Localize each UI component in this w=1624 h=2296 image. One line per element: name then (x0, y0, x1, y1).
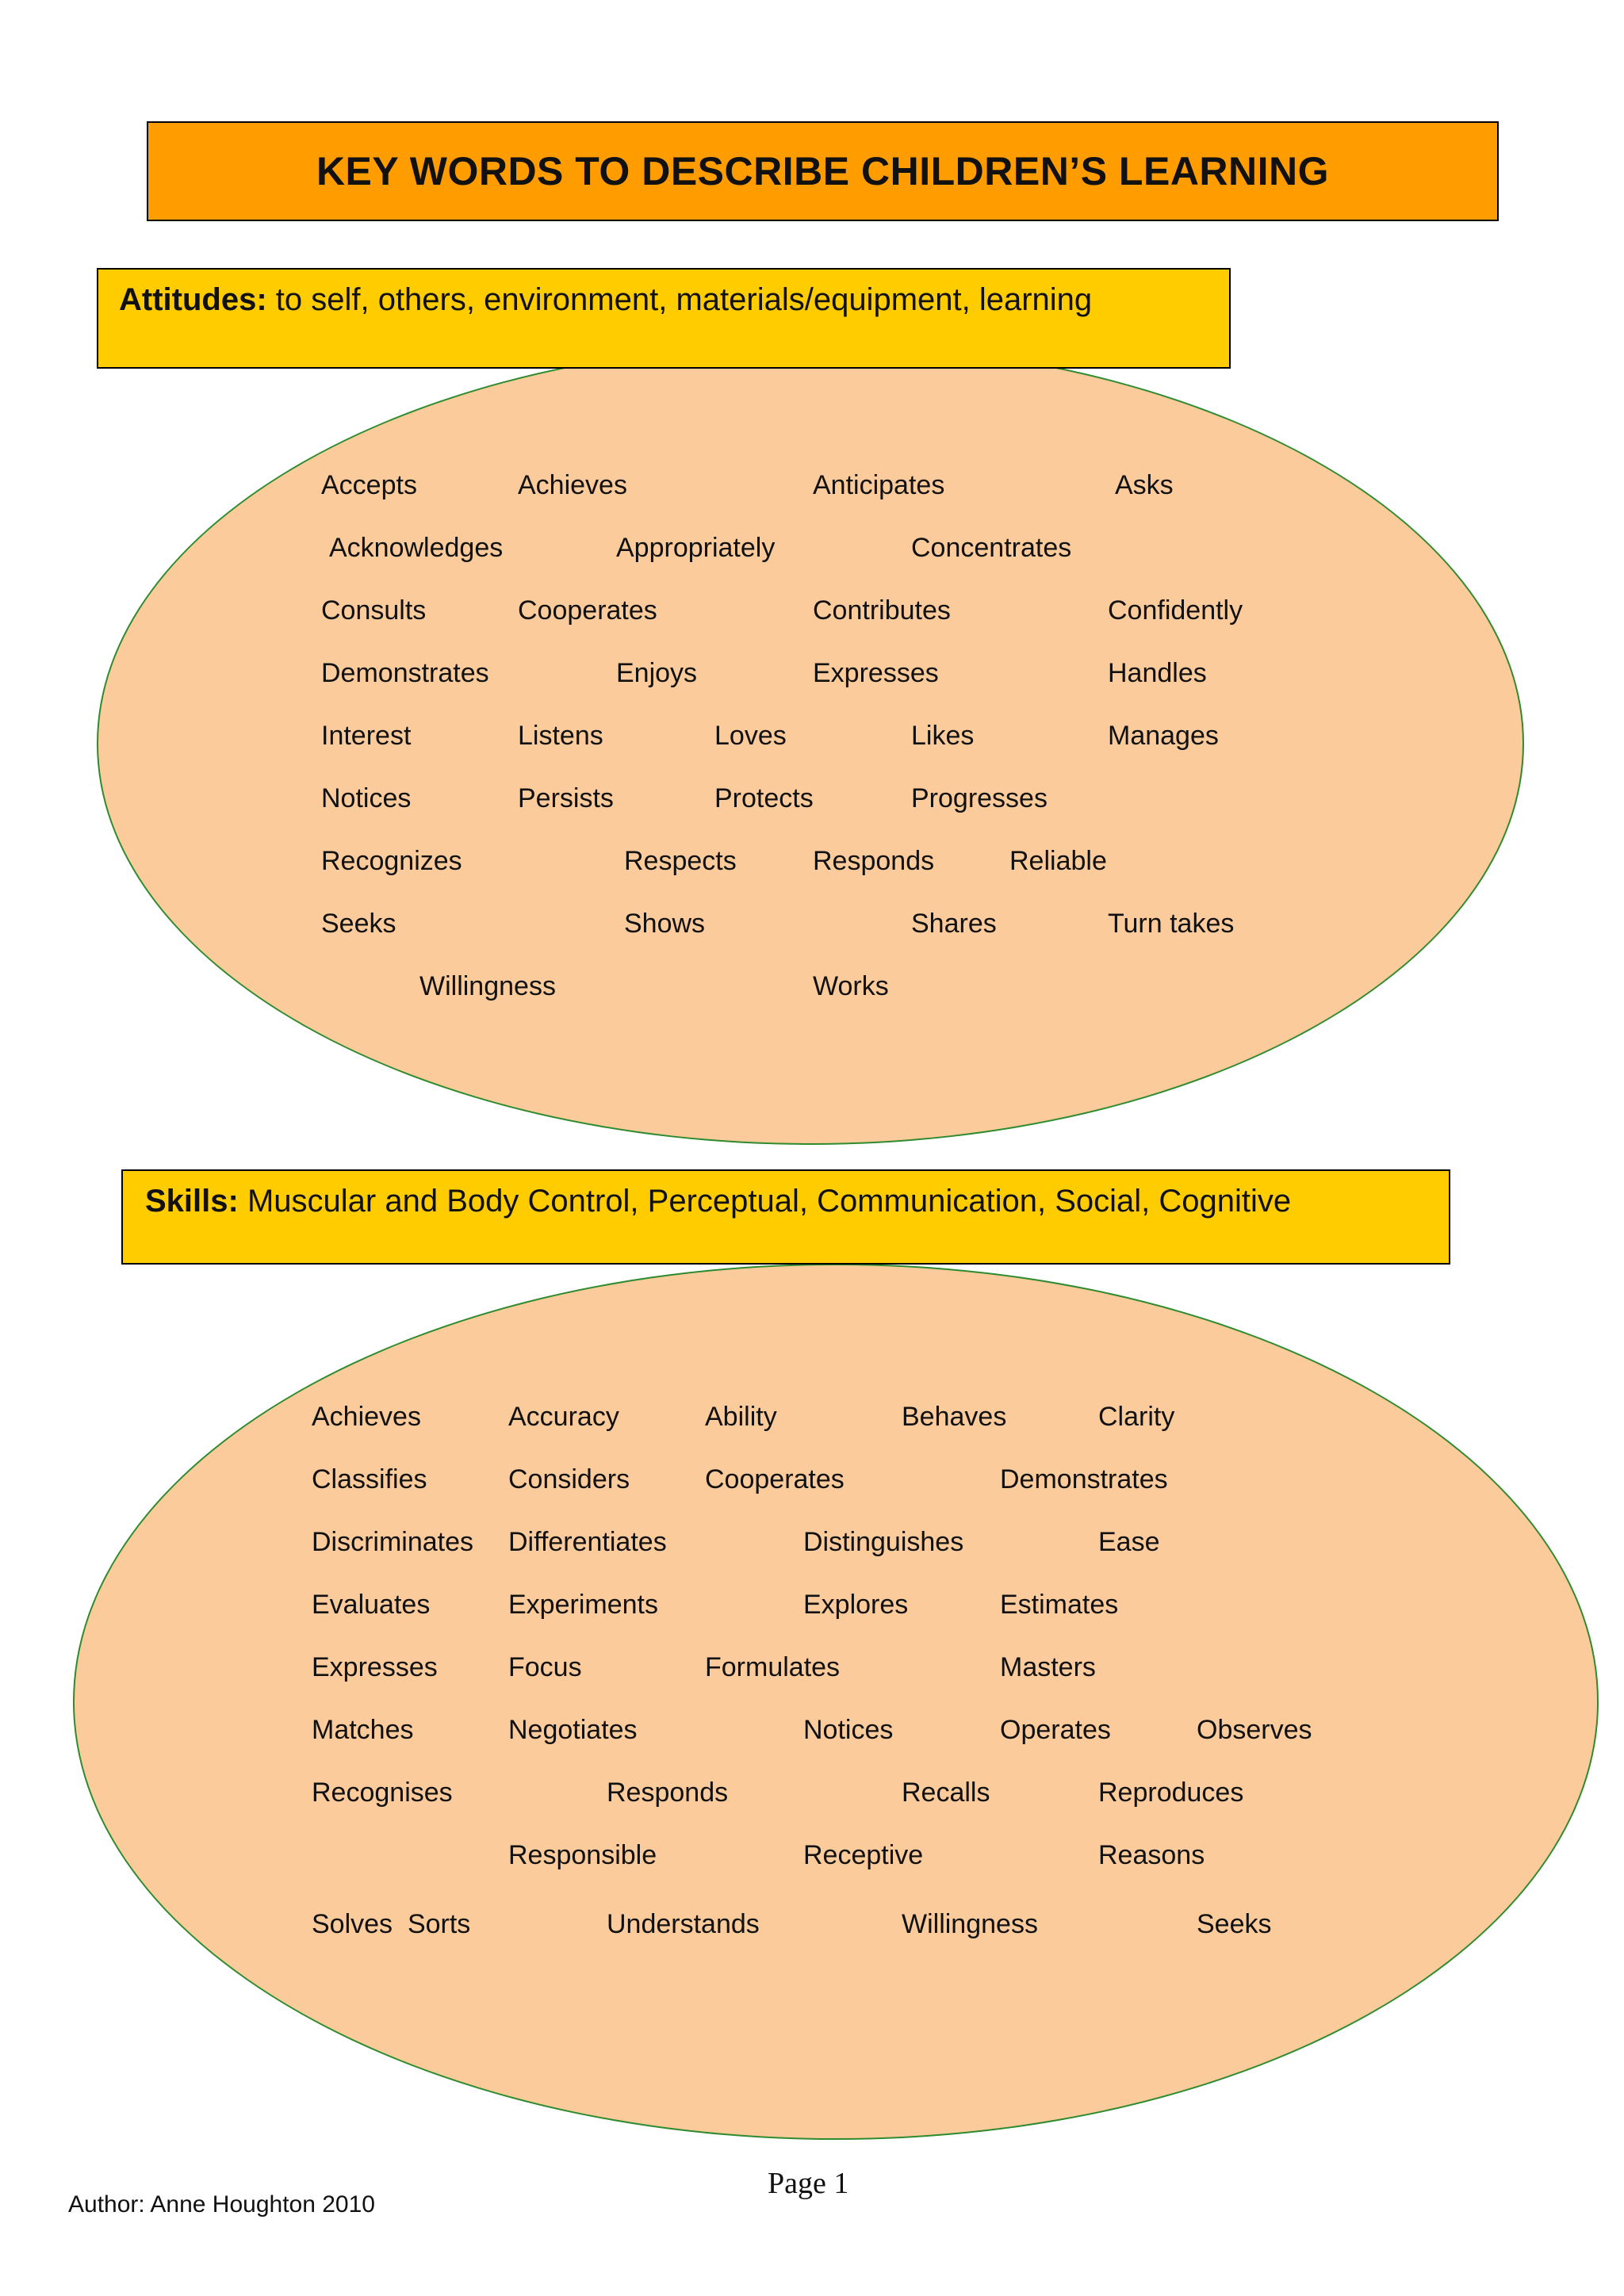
attitude-word: Acknowledges (329, 533, 504, 563)
skill-word: Matches (312, 1715, 414, 1745)
attitude-word: Interest (321, 721, 412, 751)
skill-word: Notices (803, 1715, 894, 1745)
skill-word: Evaluates (312, 1590, 431, 1620)
skill-word: Considers (508, 1464, 630, 1494)
attitude-word: Shows (624, 909, 706, 939)
attitude-word: Recognizes (321, 846, 462, 876)
skill-word: Formulates (705, 1652, 841, 1682)
skill-word: Estimates (1000, 1590, 1119, 1620)
skill-word: Negotiates (508, 1715, 638, 1745)
skill-word: Receptive (803, 1840, 924, 1870)
skill-word: Differentiates (508, 1527, 667, 1557)
attitude-word: Enjoys (616, 658, 698, 688)
skill-word: Ease (1098, 1527, 1160, 1557)
attitude-word: Achieves (518, 470, 627, 500)
attitude-word: Turn takes (1108, 909, 1235, 939)
skill-word: Reasons (1098, 1840, 1205, 1870)
skill-word: Cooperates (705, 1464, 845, 1494)
attitude-word: Reliable (1009, 846, 1107, 876)
skill-word: Masters (1000, 1652, 1096, 1682)
attitude-word: Notices (321, 783, 412, 813)
skills-label: Skills: (145, 1184, 239, 1219)
attitude-word: Respects (624, 846, 737, 876)
attitude-word: Expresses (813, 658, 939, 688)
skills-ellipse (73, 1264, 1599, 2140)
attitude-word: Concentrates (911, 533, 1072, 563)
skill-word: Classifies (312, 1464, 427, 1494)
attitude-word: Handles (1108, 658, 1207, 688)
skill-word: Responsible (508, 1840, 657, 1870)
skill-word: Discriminates (312, 1527, 474, 1557)
attitude-word: Seeks (321, 909, 396, 939)
skill-word: Operates (1000, 1715, 1111, 1745)
skill-word: Clarity (1098, 1402, 1175, 1432)
skill-word: Willingness (902, 1909, 1038, 1939)
skills-header (121, 1169, 1450, 1265)
attitude-word: Anticipates (813, 470, 945, 500)
skill-word: Observes (1197, 1715, 1312, 1745)
skill-word: Ability (705, 1402, 777, 1432)
attitude-word: Confidently (1108, 595, 1243, 626)
attitude-word: Asks (1115, 470, 1174, 500)
skill-word: Recognises (312, 1777, 453, 1808)
attitude-word: Accepts (321, 470, 417, 500)
skill-word: Solves Sorts (312, 1909, 471, 1939)
attitude-word: Appropriately (616, 533, 776, 563)
attitude-word: Responds (813, 846, 935, 876)
attitude-word: Protects (714, 783, 814, 813)
skill-word: Recalls (902, 1777, 990, 1808)
skill-word: Seeks (1197, 1909, 1272, 1939)
attitude-word: Cooperates (518, 595, 657, 626)
attitude-word: Works (813, 971, 889, 1001)
attitudes-ellipse (97, 342, 1524, 1145)
skill-word: Demonstrates (1000, 1464, 1168, 1494)
author-credit: Author: Anne Houghton 2010 (68, 2191, 375, 2218)
attitude-word: Shares (911, 909, 997, 939)
attitude-word: Manages (1108, 721, 1219, 751)
skill-word: Focus (508, 1652, 582, 1682)
attitude-word: Contributes (813, 595, 951, 626)
skill-word: Experiments (508, 1590, 658, 1620)
skill-word: Achieves (312, 1402, 421, 1432)
skill-word: Accuracy (508, 1402, 619, 1432)
attitudes-label: Attitudes: (119, 282, 267, 317)
attitude-word: Willingness (419, 971, 556, 1001)
attitude-word: Consults (321, 595, 427, 626)
page-number: Page 1 (768, 2167, 849, 2200)
attitude-word: Listens (518, 721, 603, 751)
attitude-word: Loves (714, 721, 787, 751)
attitudes-description: to self, others, environment, materials/equipment, learning (266, 282, 1093, 317)
skill-word: Responds (607, 1777, 729, 1808)
page-title: KEY WORDS TO DESCRIBE CHILDREN’S LEARNING (147, 121, 1499, 221)
attitudes-header (97, 268, 1231, 369)
attitude-word: Progresses (911, 783, 1048, 813)
attitude-word: Likes (911, 721, 975, 751)
skill-word: Expresses (312, 1652, 438, 1682)
skill-word: Behaves (902, 1402, 1007, 1432)
skills-description: Muscular and Body Control, Perceptual, Communication, Social, Cognitive (238, 1184, 1292, 1219)
attitude-word: Persists (518, 783, 614, 813)
attitude-word: Demonstrates (321, 658, 489, 688)
skill-word: Understands (607, 1909, 760, 1939)
skill-word: Explores (803, 1590, 909, 1620)
skill-word: Distinguishes (803, 1527, 964, 1557)
skill-word: Reproduces (1098, 1777, 1244, 1808)
